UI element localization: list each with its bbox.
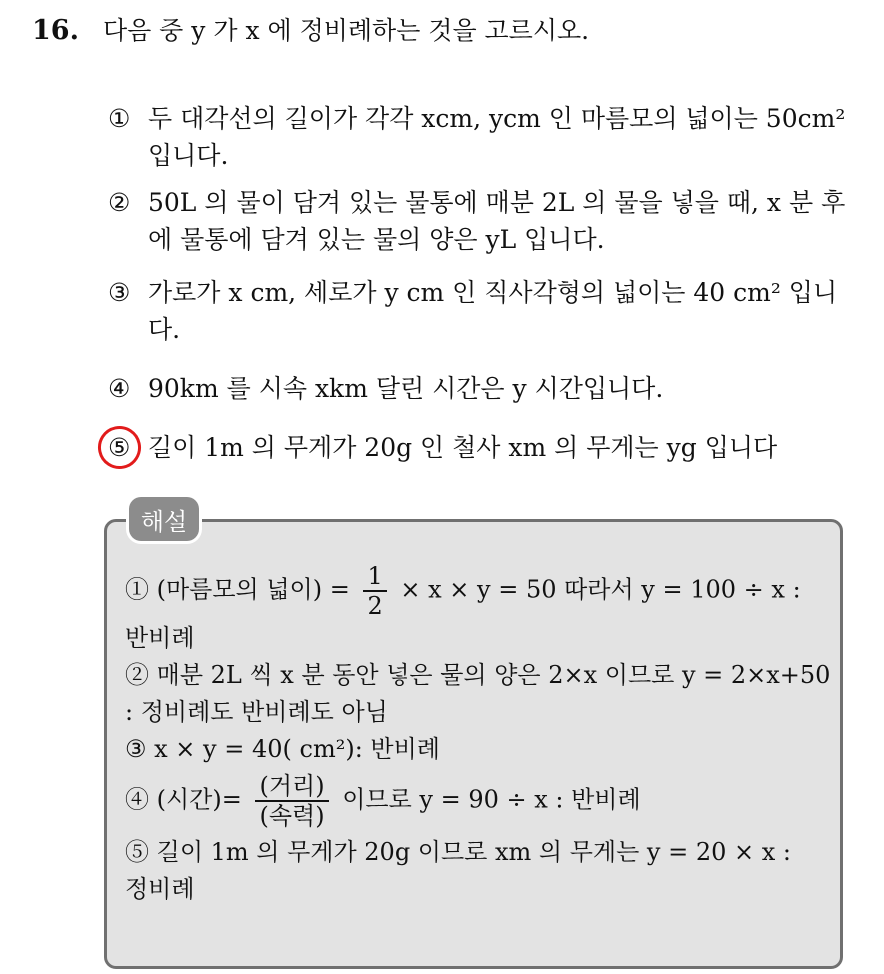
- solution-line-2-cont: : 정비례도 반비례도 아님: [125, 698, 388, 726]
- choice-1[interactable]: [108, 100, 848, 174]
- choice-2[interactable]: [108, 184, 848, 258]
- question-text: 다음 중 y 가 x 에 정비례하는 것을 고르시오.: [102, 16, 590, 45]
- choice-4-text: 90km 를 시속 xkm 달린 시간은 y 시간입니다.: [148, 374, 664, 403]
- choice-1-text: 두 대각선의 길이가 각각 xcm, ycm 인 마름모의 넓이는 50cm² 입니다.: [148, 104, 846, 170]
- choice-3-text: 가로가 x cm, 세로가 y cm 인 직사각형의 넓이는 40 cm² 입니다.: [148, 278, 838, 344]
- answer-circle-icon: [94, 422, 145, 473]
- choice-list: [108, 100, 848, 482]
- choice-2-text: 50L 의 물이 담겨 있는 물통에 매분 2L 의 물을 넣을 때, x 분 후에 물통에 담겨 있는 물의 양은 yL 입니다.: [148, 188, 846, 254]
- solution-line-5: ⑤ 길이 1m 의 무게가 20g 이므로 xm 의 무게는 y = 20 × x :: [125, 838, 791, 866]
- fraction-distance-speed: [255, 772, 328, 830]
- solution-line-1-cont: 반비례: [125, 624, 195, 652]
- choice-3-mark: ③: [108, 278, 131, 307]
- solution-line-4: [125, 772, 835, 830]
- fraction-denominator: 2: [367, 592, 383, 620]
- fraction-denominator: (속력): [259, 802, 325, 830]
- choice-2-mark: ②: [108, 188, 131, 217]
- choice-5-mark: ⑤: [108, 433, 131, 462]
- solution-line-2: ② 매분 2L 씩 x 분 동안 넣은 물의 양은 2×x 이므로 y = 2×x+50: [125, 661, 831, 689]
- solution-line-5-cont: 정비례: [125, 875, 195, 903]
- solution-1-post: × x × y = 50 따라서 y = 100 ÷ x :: [400, 575, 801, 604]
- choice-4[interactable]: [108, 370, 848, 407]
- fraction-one-half: [363, 562, 386, 620]
- choice-5-text: 길이 1m 의 무게가 20g 인 철사 xm 의 무게는 yg 입니다: [148, 433, 778, 462]
- solution-body: [125, 562, 835, 908]
- choice-4-mark: ④: [108, 374, 131, 403]
- solution-4-pre: ④ (시간)=: [125, 785, 242, 814]
- solution-1-pre: ① (마름모의 넓이) =: [125, 575, 350, 604]
- fraction-numerator: 1: [363, 562, 386, 592]
- solution-line-3: ③ x × y = 40( cm²): 반비례: [125, 735, 440, 763]
- question-header: [32, 14, 864, 48]
- choice-5[interactable]: [108, 429, 848, 466]
- solution-4-post: 이므로 y = 90 ÷ x : 반비례: [342, 785, 641, 814]
- choice-1-mark: ①: [108, 104, 131, 133]
- solution-line-1: [125, 562, 835, 620]
- question-number: 16.: [32, 15, 79, 46]
- fraction-numerator: (거리): [255, 772, 328, 802]
- solution-tag: 해설: [129, 497, 199, 541]
- choice-3[interactable]: [108, 274, 848, 348]
